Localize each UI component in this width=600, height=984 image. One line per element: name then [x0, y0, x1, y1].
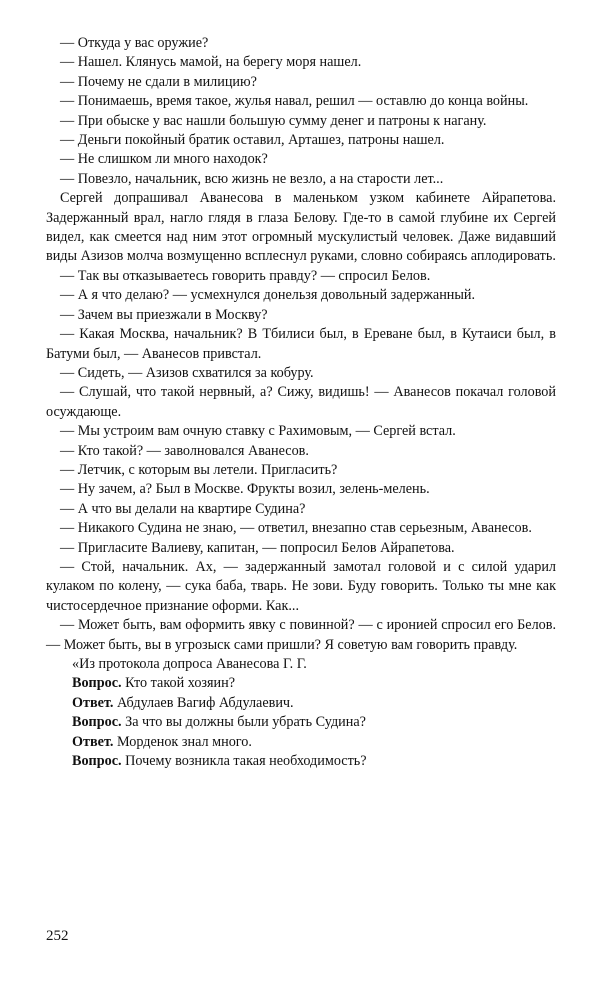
protocol-text: Почему возникла такая необходимость?	[121, 753, 367, 770]
dialogue-line: — Деньги покойный братик оставил, Арташез, патроны нашел.	[60, 132, 445, 149]
dialogue-line: — Может быть, вам оформить явку с повинной? — с иронией спросил его Белов. — Может быть, вы в угрозыск сами пришли? Я советую вам говорить правду.	[46, 617, 556, 653]
protocol-entry	[46, 713, 556, 732]
protocol-label: Вопрос.	[72, 714, 122, 731]
dialogue-line: — Летчик, с которым вы летели. Пригласить?	[60, 461, 338, 478]
protocol-label: Вопрос.	[72, 675, 122, 692]
protocol-text: За что вы должны были убрать Судина?	[121, 714, 366, 731]
dialogue-line: — А что вы делали на квартире Судина?	[60, 500, 306, 517]
dialogue-line: — Ну зачем, а? Был в Москве. Фрукты возил, зелень-мелень.	[60, 481, 430, 498]
dialogue-line: — Не слишком ли много находок?	[60, 151, 268, 168]
dialogue-line: — Какая Москва, начальник? В Тбилиси был, в Ереване был, в Кутаиси был, в Батуми был, — Аванесов привстал.	[46, 326, 556, 362]
narrative-paragraph: Сергей допрашивал Аванесова в маленьком узком кабинете Айрапетова. Задержанный врал, нагло глядя в глаза Белову. Где-то в самой глубине их Сергей видел, как смеется над ним этот огромный мускулистый человек. Даже видавший виды Азизов молча возмущенно всплеснул руками, словно собираясь аплодировать.	[46, 190, 556, 265]
dialogue-line: — Зачем вы приезжали в Москву?	[60, 306, 268, 323]
dialogue-line: — Почему не сдали в милицию?	[60, 73, 257, 90]
protocol-label: Вопрос.	[72, 753, 122, 770]
dialogue-line: — Понимаешь, время такое, жулья навал, решил — оставлю до конца войны.	[60, 93, 529, 110]
dialogue-line: — При обыске у вас нашли большую сумму денег и патроны к нагану.	[60, 112, 487, 129]
dialogue-line: — Пригласите Валиеву, капитан, — попросил Белов Айрапетова.	[60, 539, 455, 556]
protocol-entry	[46, 752, 556, 771]
dialogue-line: — Слушай, что такой нервный, а? Сижу, видишь! — Аванесов покачал головой осуждающе.	[46, 384, 556, 420]
dialogue-line: — Никакого Судина не знаю, — ответил, внезапно став серьезным, Аванесов.	[60, 520, 532, 537]
protocol-excerpt	[46, 655, 556, 771]
page-number: 252	[46, 928, 69, 944]
protocol-label: Ответ.	[72, 733, 114, 750]
dialogue-line: — Сидеть, — Азизов схватился за кобуру.	[60, 364, 314, 381]
dialogue-line: — Повезло, начальник, всю жизнь не везло, а на старости лет...	[60, 170, 444, 187]
protocol-label: Ответ.	[72, 694, 114, 711]
book-page-text	[46, 34, 556, 771]
dialogue-line: — Нашел. Клянусь мамой, на берегу моря нашел.	[60, 54, 362, 71]
dialogue-line: — Кто такой? — заволновался Аванесов.	[60, 442, 309, 459]
protocol-entry	[46, 674, 556, 693]
dialogue-line: — Так вы отказываетесь говорить правду? — спросил Белов.	[60, 267, 431, 284]
protocol-text: Кто такой хозяин?	[121, 675, 236, 692]
protocol-entry	[46, 733, 556, 752]
protocol-entry	[46, 694, 556, 713]
protocol-text: Морденок знал много.	[113, 733, 252, 750]
dialogue-line: — Стой, начальник. Ах, — задержанный замотал головой и с силой ударил кулаком по колену, — сука баба, тварь. Не зови. Буду говорить. Только ты мне как чистосердечное признание оформи. Как...	[46, 558, 556, 614]
dialogue-line: — Откуда у вас оружие?	[60, 35, 209, 51]
protocol-header: «Из протокола допроса Аванесова Г. Г.	[72, 656, 307, 672]
dialogue-line: — Мы устроим вам очную ставку с Рахимовым, — Сергей встал.	[60, 423, 456, 440]
dialogue-line: — А я что делаю? — усмехнулся донельзя довольный задержанный.	[60, 287, 476, 304]
protocol-text: Абдулаев Вагиф Абдулаевич.	[113, 694, 294, 711]
